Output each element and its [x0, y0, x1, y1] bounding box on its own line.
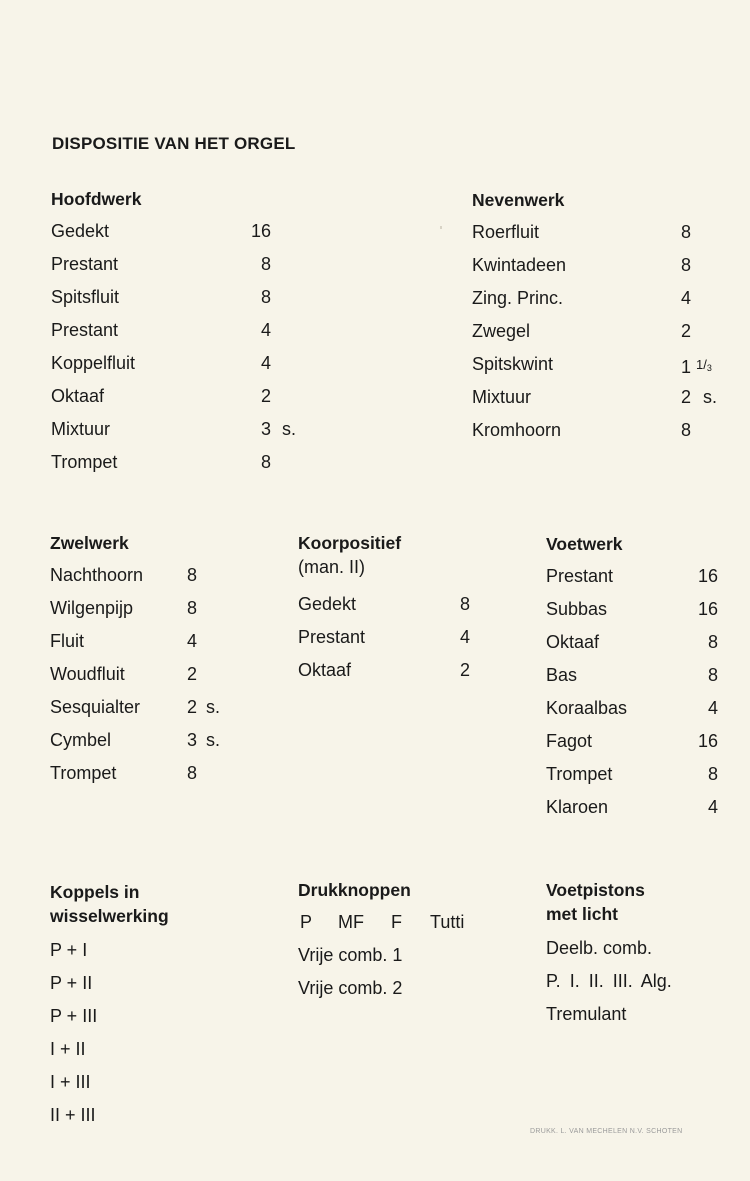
section-title-koorpositief: Koorpositief	[298, 533, 402, 553]
stop-row	[546, 626, 726, 659]
stop-size: 8	[260, 287, 271, 307]
stop-row	[51, 446, 311, 479]
free-combination-item: Vrije comb. 2	[298, 978, 403, 998]
free-combination-item: Vrije comb. 1	[298, 945, 403, 965]
stop-row	[546, 758, 726, 791]
stop-row	[546, 659, 726, 692]
section-title-koppels-line2: wisselwerking	[50, 906, 169, 926]
piston-item: P. I. II. III. Alg.	[546, 971, 672, 991]
piston-item: Deelb. comb.	[546, 938, 653, 958]
stop-size: 3	[187, 730, 198, 750]
section-title-voetpistons-line1: Voetpistons	[546, 880, 645, 900]
stop-row	[546, 692, 726, 725]
stop-name: Gedekt	[51, 221, 110, 241]
section-drukknoppen	[298, 878, 498, 1005]
section-hoofdwerk	[51, 187, 311, 479]
stop-size-fraction: 1/3	[696, 357, 712, 373]
stop-row	[51, 248, 311, 281]
stop-unit: s.	[703, 387, 718, 407]
stop-name: Trompet	[546, 764, 613, 784]
stop-row	[472, 249, 732, 282]
stop-size: 8	[187, 565, 198, 585]
stop-row	[546, 791, 726, 824]
stop-row	[472, 315, 732, 348]
stop-name: Zwegel	[472, 321, 531, 341]
stop-row	[472, 216, 732, 249]
stop-size: 4	[707, 797, 718, 817]
page-title: DISPOSITIE VAN HET ORGEL	[52, 134, 296, 153]
stop-name: Klaroen	[546, 797, 609, 817]
stop-size: 4	[260, 353, 271, 373]
stop-name: Woudfluit	[50, 664, 125, 684]
stop-size: 8	[707, 665, 718, 685]
printer-imprint: DRUKK. L. VAN MECHELEN N.V. SCHOTEN	[530, 1128, 683, 1135]
coupler-list	[50, 934, 250, 1132]
stop-row	[50, 658, 250, 691]
stop-row	[51, 314, 311, 347]
coupler-item: P + I	[50, 940, 88, 960]
coupler-item: I + II	[50, 1039, 86, 1059]
stop-row	[298, 621, 498, 654]
stop-row	[50, 757, 250, 790]
stop-size: 4	[260, 320, 271, 340]
stop-name: Oktaaf	[51, 386, 105, 406]
stop-name: Prestant	[546, 566, 614, 586]
section-title-drukknoppen: Drukknoppen	[298, 880, 411, 900]
stop-list-koorpositief	[298, 588, 498, 687]
piston-item: Tremulant	[546, 1004, 627, 1024]
stop-size: 8	[707, 764, 718, 784]
fraction-numerator: 1	[696, 357, 704, 372]
section-nevenwerk	[472, 188, 732, 447]
stop-row	[472, 282, 732, 315]
fraction-denominator: 3	[706, 363, 712, 373]
stop-size: 3	[260, 419, 271, 439]
stop-unit: s.	[282, 419, 297, 439]
stop-name: Oktaaf	[546, 632, 600, 652]
stop-size: 4	[681, 288, 692, 308]
stop-name: Nachthoorn	[50, 565, 144, 585]
coupler-item: II + III	[50, 1105, 96, 1125]
stop-size: 4	[707, 698, 718, 718]
stop-size: 8	[681, 255, 692, 275]
stop-row	[298, 588, 498, 621]
stop-name: Sesquialter	[50, 697, 141, 717]
stop-size: 2	[681, 387, 692, 407]
combination-button-mf: MF	[338, 912, 364, 932]
stop-list-nevenwerk	[472, 216, 732, 447]
stop-name: Koppelfluit	[51, 353, 136, 373]
stop-row	[50, 559, 250, 592]
stop-size: 8	[187, 763, 198, 783]
coupler-item: P + II	[50, 973, 93, 993]
combination-button-p: P	[300, 912, 313, 932]
stop-size: 8	[460, 594, 471, 614]
stop-name: Wilgenpijp	[50, 598, 134, 618]
stop-size: 16	[697, 599, 718, 619]
stop-row	[472, 348, 732, 381]
stop-row	[51, 215, 311, 248]
stop-row	[51, 413, 311, 446]
stop-name: Fluit	[50, 631, 85, 651]
stop-name: Trompet	[50, 763, 117, 783]
stop-size: 2	[460, 660, 471, 680]
stop-row	[50, 724, 250, 757]
stop-name: Subbas	[546, 599, 608, 619]
stop-name: Prestant	[298, 627, 366, 647]
combination-button-tutti: Tutti	[430, 912, 465, 932]
stop-size: 8	[681, 222, 692, 242]
stop-name: Mixtuur	[51, 419, 111, 439]
stop-size: 2	[681, 321, 692, 341]
section-voetwerk	[546, 532, 726, 824]
section-title-voetpistons-line2: met licht	[546, 904, 618, 924]
section-subtitle-koorpositief: (man. II)	[298, 557, 366, 577]
stop-list-hoofdwerk	[51, 215, 311, 479]
section-title-nevenwerk: Nevenwerk	[472, 190, 565, 210]
stop-name: Koraalbas	[546, 698, 628, 718]
section-koppels	[50, 880, 250, 1132]
stop-name: Kwintadeen	[472, 255, 567, 275]
stop-row	[546, 560, 726, 593]
stop-size: 2	[187, 664, 198, 684]
section-title-koppels-line1: Koppels in	[50, 882, 140, 902]
stop-name: Gedekt	[298, 594, 357, 614]
stop-name: Bas	[546, 665, 578, 685]
stop-name: Spitskwint	[472, 354, 554, 374]
stop-size: 8	[260, 452, 271, 472]
stop-row	[472, 381, 732, 414]
coupler-item: I + III	[50, 1072, 91, 1092]
section-title-hoofdwerk: Hoofdwerk	[51, 189, 142, 209]
stop-row	[472, 414, 732, 447]
stop-row	[51, 281, 311, 314]
section-voetpistons	[546, 878, 746, 1031]
stop-name: Mixtuur	[472, 387, 532, 407]
stop-row	[51, 347, 311, 380]
stop-name: Prestant	[51, 320, 119, 340]
stop-size: 16	[250, 221, 271, 241]
stop-size: 8	[707, 632, 718, 652]
combination-buttons-row	[298, 906, 498, 939]
section-title-voetwerk: Voetwerk	[546, 534, 623, 554]
stop-name: Fagot	[546, 731, 593, 751]
stop-size-whole: 1	[681, 357, 692, 377]
stop-name: Prestant	[51, 254, 119, 274]
stop-size: 2	[187, 697, 198, 717]
section-koorpositief	[298, 531, 498, 687]
stop-name: Trompet	[51, 452, 118, 472]
stop-unit: s.	[206, 697, 221, 717]
stop-row	[546, 593, 726, 626]
stop-name: Cymbel	[50, 730, 112, 750]
stop-row	[50, 592, 250, 625]
combination-button-f: F	[391, 912, 402, 932]
paper-speck	[440, 226, 442, 229]
stop-name: Oktaaf	[298, 660, 352, 680]
section-zwelwerk	[50, 531, 250, 790]
stop-row	[298, 654, 498, 687]
stop-size: 8	[187, 598, 198, 618]
stop-row	[50, 691, 250, 724]
stop-size: 4	[187, 631, 198, 651]
stop-size: 8	[260, 254, 271, 274]
stop-size: 8	[681, 420, 692, 440]
section-title-zwelwerk: Zwelwerk	[50, 533, 129, 553]
stop-row	[546, 725, 726, 758]
stop-list-voetwerk	[546, 560, 726, 824]
stop-size: 2	[260, 386, 271, 406]
stop-unit: s.	[206, 730, 221, 750]
stop-size: 4	[460, 627, 471, 647]
stop-row	[50, 625, 250, 658]
stop-name: Zing. Princ.	[472, 288, 564, 308]
stop-list-zwelwerk	[50, 559, 250, 790]
stop-name: Roerfluit	[472, 222, 540, 242]
stop-size	[681, 348, 712, 385]
stop-row	[51, 380, 311, 413]
coupler-item: P + III	[50, 1006, 98, 1026]
stop-size: 16	[697, 731, 718, 751]
stop-name: Spitsfluit	[51, 287, 120, 307]
stop-size: 16	[697, 566, 718, 586]
stop-name: Kromhoorn	[472, 420, 562, 440]
